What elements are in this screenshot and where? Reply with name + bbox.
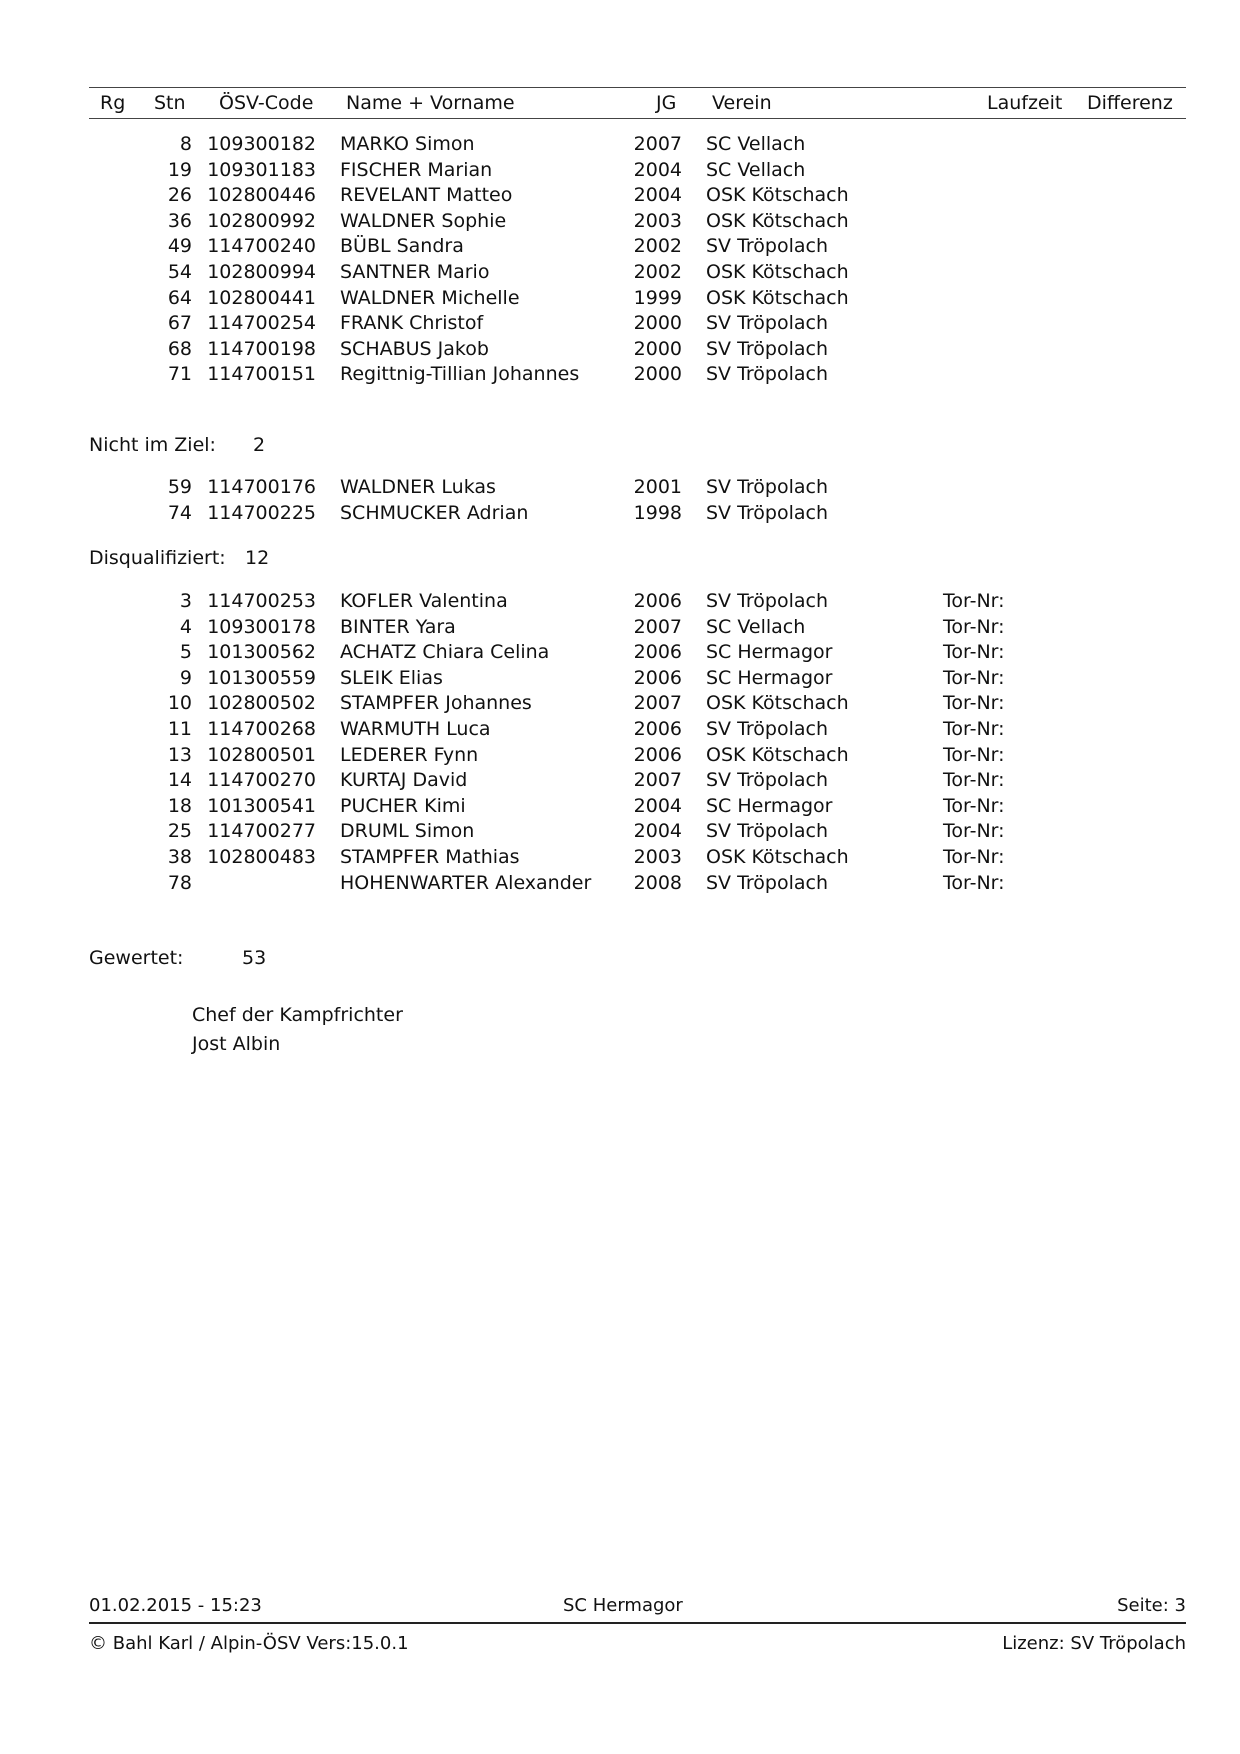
gate-number-label: Tor-Nr: xyxy=(943,794,1005,817)
gate-number-label: Tor-Nr: xyxy=(943,590,1005,612)
start-number: 71 xyxy=(167,363,192,386)
osv-code: 114700254 xyxy=(207,312,316,335)
club-name: SC Hermagor xyxy=(706,794,833,817)
birth-year: 2007 xyxy=(633,133,682,155)
osv-code: 114700277 xyxy=(207,820,316,843)
club-name: SV Tröpolach xyxy=(706,476,829,498)
birth-year: 2002 xyxy=(633,261,682,283)
club-name: OSK Kötschach xyxy=(706,184,849,207)
start-number: 11 xyxy=(167,718,192,740)
table-row xyxy=(0,474,1240,500)
table-row xyxy=(0,665,1240,691)
birth-year: 2000 xyxy=(633,312,682,335)
col-name: Name + Vorname xyxy=(346,92,515,114)
birth-year: 2006 xyxy=(633,666,682,689)
athlete-name: STAMPFER Mathias xyxy=(340,846,520,868)
club-name: SV Tröpolach xyxy=(706,590,829,612)
table-row xyxy=(0,818,1240,844)
osv-code: 109300178 xyxy=(207,615,316,638)
athlete-name: MARKO Simon xyxy=(340,133,475,155)
club-name: SC Vellach xyxy=(706,158,806,181)
athlete-name: DRUML Simon xyxy=(340,820,475,843)
gate-number-label: Tor-Nr: xyxy=(943,666,1005,689)
gate-number-label: Tor-Nr: xyxy=(943,820,1005,843)
gate-number-label: Tor-Nr: xyxy=(943,718,1005,740)
table-row xyxy=(0,742,1240,768)
athlete-name: WALDNER Sophie xyxy=(340,209,507,232)
birth-year: 2001 xyxy=(633,476,682,498)
club-name: SV Tröpolach xyxy=(706,769,829,792)
start-number: 14 xyxy=(167,769,192,792)
osv-code: 102800501 xyxy=(207,743,316,766)
club-name: OSK Kötschach xyxy=(706,743,849,766)
start-number: 13 xyxy=(167,743,192,766)
athlete-name: WALDNER Michelle xyxy=(340,286,520,309)
osv-code: 114700198 xyxy=(207,337,316,360)
col-time: Laufzeit xyxy=(987,92,1063,114)
birth-year: 2008 xyxy=(633,871,682,894)
club-name: SC Hermagor xyxy=(706,666,833,689)
col-club: Verein xyxy=(712,92,772,114)
table-row xyxy=(0,639,1240,665)
osv-code: 114700225 xyxy=(207,501,316,524)
osv-code: 114700253 xyxy=(207,590,316,612)
table-row xyxy=(0,310,1240,336)
club-name: SV Tröpolach xyxy=(706,501,829,524)
start-number: 9 xyxy=(179,666,192,689)
osv-code: 102800994 xyxy=(207,261,316,283)
gate-number-label: Tor-Nr: xyxy=(943,615,1005,638)
club-name: SV Tröpolach xyxy=(706,312,829,335)
table-row xyxy=(0,690,1240,716)
club-name: SC Vellach xyxy=(706,615,806,638)
club-name: OSK Kötschach xyxy=(706,692,849,715)
table-row xyxy=(0,208,1240,234)
athlete-name: KURTAJ David xyxy=(340,769,468,792)
club-name: SC Hermagor xyxy=(706,641,833,664)
athlete-name: REVELANT Matteo xyxy=(340,184,513,207)
athlete-name: KOFLER Valentina xyxy=(340,590,508,612)
birth-year: 1998 xyxy=(633,501,682,524)
table-row xyxy=(0,259,1240,285)
athlete-name: STAMPFER Johannes xyxy=(340,692,532,715)
start-number: 25 xyxy=(167,820,192,843)
table-header xyxy=(89,87,1186,119)
signature-name: Jost Albin xyxy=(192,1033,281,1055)
birth-year: 2006 xyxy=(633,590,682,612)
athlete-name: Regittnig-Tillian Johannes xyxy=(340,363,580,386)
birth-year: 2006 xyxy=(633,718,682,740)
club-name: SV Tröpolach xyxy=(706,871,829,894)
table-row xyxy=(0,844,1240,870)
osv-code: 114700176 xyxy=(207,476,316,498)
osv-code: 109300182 xyxy=(207,133,316,155)
start-number: 74 xyxy=(167,501,192,524)
osv-code: 114700151 xyxy=(207,363,316,386)
gate-number-label: Tor-Nr: xyxy=(943,871,1005,894)
athlete-name: SANTNER Mario xyxy=(340,261,490,283)
col-code: ÖSV-Code xyxy=(219,92,314,114)
table-row xyxy=(0,588,1240,614)
club-name: OSK Kötschach xyxy=(706,261,849,283)
osv-code: 109301183 xyxy=(207,158,316,181)
dsq-section-label xyxy=(89,545,270,571)
birth-year: 2007 xyxy=(633,615,682,638)
footer-organizer: SC Hermagor xyxy=(563,1595,683,1616)
birth-year: 2004 xyxy=(633,184,682,207)
birth-year: 2000 xyxy=(633,337,682,360)
start-number: 49 xyxy=(167,235,192,258)
athlete-name: ACHATZ Chiara Celina xyxy=(340,641,550,664)
rated-count: 53 xyxy=(242,947,267,969)
gate-number-label: Tor-Nr: xyxy=(943,641,1005,664)
table-row xyxy=(0,500,1240,526)
table-row xyxy=(0,285,1240,311)
table-row xyxy=(0,716,1240,742)
table-row xyxy=(0,870,1240,896)
athlete-name: LEDERER Fynn xyxy=(340,743,479,766)
rated-label: Gewertet: xyxy=(89,947,184,969)
athlete-name: HOHENWARTER Alexander xyxy=(340,871,592,894)
col-rg: Rg xyxy=(100,92,126,114)
osv-code: 114700270 xyxy=(207,769,316,792)
athlete-name: WARMUTH Luca xyxy=(340,718,491,740)
start-number: 68 xyxy=(167,337,192,360)
start-number: 8 xyxy=(179,133,192,155)
club-name: OSK Kötschach xyxy=(706,209,849,232)
table-row xyxy=(0,767,1240,793)
start-number: 4 xyxy=(179,615,192,638)
start-number: 59 xyxy=(167,476,192,498)
athlete-name: SCHMUCKER Adrian xyxy=(340,501,529,524)
birth-year: 2007 xyxy=(633,692,682,715)
table-row xyxy=(0,336,1240,362)
club-name: SV Tröpolach xyxy=(706,337,829,360)
club-name: SV Tröpolach xyxy=(706,235,829,258)
table-row xyxy=(0,614,1240,640)
athlete-name: SLEIK Elias xyxy=(340,666,443,689)
start-number: 18 xyxy=(167,794,192,817)
athlete-name: SCHABUS Jakob xyxy=(340,337,489,360)
birth-year: 2004 xyxy=(633,820,682,843)
birth-year: 2006 xyxy=(633,743,682,766)
osv-code: 101300541 xyxy=(207,794,316,817)
gate-number-label: Tor-Nr: xyxy=(943,769,1005,792)
gate-number-label: Tor-Nr: xyxy=(943,743,1005,766)
osv-code: 102800446 xyxy=(207,184,316,207)
birth-year: 2003 xyxy=(633,209,682,232)
birth-year: 1999 xyxy=(633,286,682,309)
birth-year: 2002 xyxy=(633,235,682,258)
start-number: 26 xyxy=(167,184,192,207)
club-name: OSK Kötschach xyxy=(706,846,849,868)
dnf-section-label xyxy=(89,432,266,458)
footer-license: Lizenz: SV Tröpolach xyxy=(1002,1633,1186,1654)
footer-copyright: © Bahl Karl / Alpin-ÖSV Vers:15.0.1 xyxy=(89,1633,409,1654)
osv-code: 102800502 xyxy=(207,692,316,715)
birth-year: 2004 xyxy=(633,794,682,817)
osv-code: 114700240 xyxy=(207,235,316,258)
club-name: SV Tröpolach xyxy=(706,820,829,843)
birth-year: 2007 xyxy=(633,769,682,792)
athlete-name: PUCHER Kimi xyxy=(340,794,466,817)
club-name: SV Tröpolach xyxy=(706,363,829,386)
athlete-name: WALDNER Lukas xyxy=(340,476,496,498)
footer-datetime: 01.02.2015 - 15:23 xyxy=(89,1595,262,1616)
osv-code: 114700268 xyxy=(207,718,316,740)
birth-year: 2003 xyxy=(633,846,682,868)
signature-title: Chef der Kampfrichter xyxy=(192,1004,403,1026)
rated-section xyxy=(89,945,267,971)
club-name: SC Vellach xyxy=(706,133,806,155)
dnf-label: Nicht im Ziel: xyxy=(89,434,216,456)
club-name: OSK Kötschach xyxy=(706,286,849,309)
osv-code: 102800483 xyxy=(207,846,316,868)
table-row xyxy=(0,131,1240,157)
table-row xyxy=(0,233,1240,259)
col-jg: JG xyxy=(656,92,677,114)
athlete-name: BÜBL Sandra xyxy=(340,235,464,258)
start-number: 38 xyxy=(167,846,192,868)
footer-page: Seite: 3 xyxy=(1117,1595,1186,1616)
start-number: 10 xyxy=(167,692,192,715)
col-diff: Differenz xyxy=(1087,92,1173,114)
athlete-name: FRANK Christof xyxy=(340,312,484,335)
dnf-count: 2 xyxy=(253,434,266,456)
start-number: 19 xyxy=(167,158,192,181)
osv-code: 102800441 xyxy=(207,286,316,309)
start-number: 64 xyxy=(167,286,192,309)
birth-year: 2004 xyxy=(633,158,682,181)
gate-number-label: Tor-Nr: xyxy=(943,846,1005,868)
start-number: 5 xyxy=(179,641,192,664)
osv-code: 102800992 xyxy=(207,209,316,232)
gate-number-label: Tor-Nr: xyxy=(943,692,1005,715)
start-number: 54 xyxy=(167,261,192,283)
start-number: 36 xyxy=(167,209,192,232)
osv-code: 101300559 xyxy=(207,666,316,689)
start-number: 78 xyxy=(167,871,192,894)
footer-divider xyxy=(89,1622,1186,1624)
table-row xyxy=(0,793,1240,819)
birth-year: 2000 xyxy=(633,363,682,386)
club-name: SV Tröpolach xyxy=(706,718,829,740)
athlete-name: FISCHER Marian xyxy=(340,158,493,181)
start-number: 67 xyxy=(167,312,192,335)
dsq-label: Disqualifiziert: xyxy=(89,547,226,569)
col-stn: Stn xyxy=(154,92,186,114)
athlete-name: BINTER Yara xyxy=(340,615,456,638)
birth-year: 2006 xyxy=(633,641,682,664)
table-row xyxy=(0,157,1240,183)
start-number: 3 xyxy=(179,590,192,612)
table-row xyxy=(0,182,1240,208)
dsq-count: 12 xyxy=(245,547,270,569)
table-row xyxy=(0,361,1240,387)
osv-code: 101300562 xyxy=(207,641,316,664)
